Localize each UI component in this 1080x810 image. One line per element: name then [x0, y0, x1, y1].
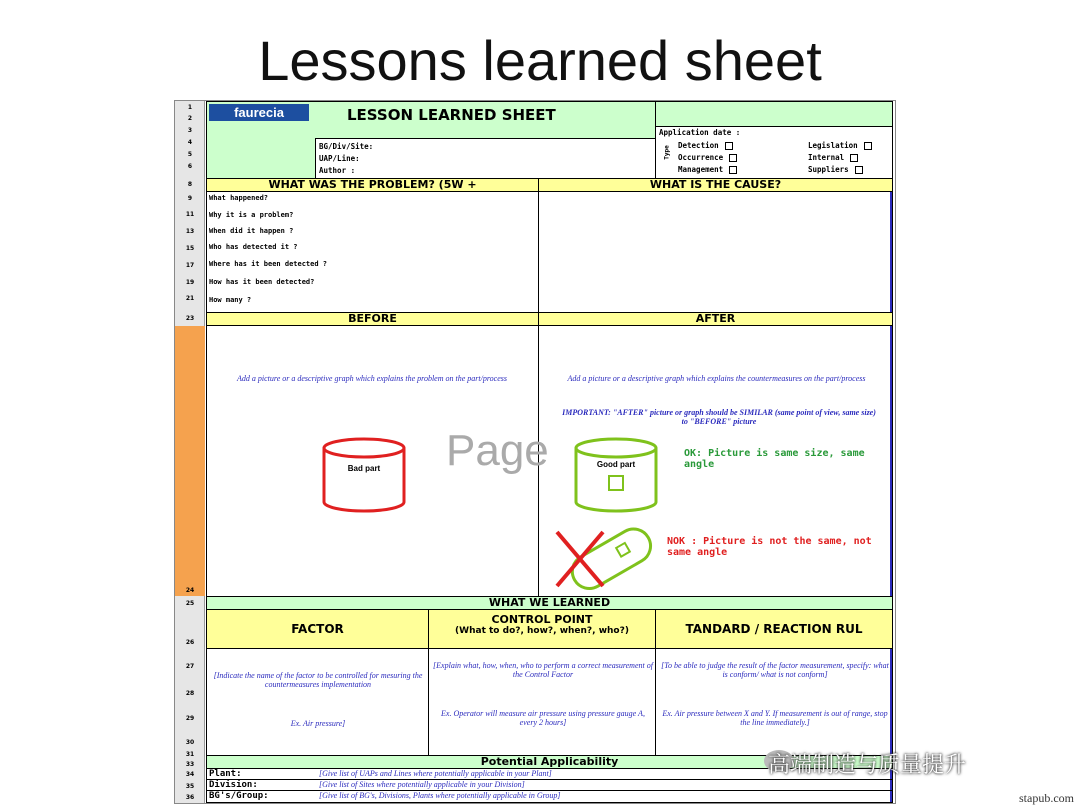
- factor-text: [Indicate the name of the factor to be controlled for mesuring the countermeasures implementation: [213, 671, 423, 689]
- ok-note: OK: Picture is same size, same angle: [684, 448, 865, 470]
- row-number: 4: [187, 139, 193, 146]
- control-cell: [428, 648, 656, 756]
- applic-text: [Give list of Sites where potentially applicable in your Division]: [319, 780, 525, 789]
- factor-cell: [206, 648, 429, 756]
- row-number: 13: [185, 228, 195, 235]
- row-number: 3: [187, 127, 193, 134]
- check-label: Legislation: [808, 141, 858, 150]
- wechat-watermark: 高端制造与质量提升: [768, 753, 967, 778]
- row-number: 5: [187, 151, 193, 158]
- sheet-title: LESSON LEARNED SHEET: [347, 106, 556, 124]
- field-uap-line: UAP/Line:: [319, 154, 360, 163]
- slide-title: Lessons learned sheet: [258, 29, 822, 92]
- factor-example: Ex. Air pressure]: [290, 719, 346, 728]
- lesson-learned-sheet: [174, 100, 896, 804]
- row-number: 31: [185, 751, 195, 758]
- nok-note: NOK : Picture is not the same, not same angle: [667, 536, 872, 558]
- type-label: Type: [663, 145, 671, 160]
- important-note: IMPORTANT: "AFTER" picture or graph should be SIMILAR (same point of view, same size) to "BEFORE" picture: [562, 408, 876, 426]
- field-author: Author :: [319, 166, 356, 175]
- row-number: 9: [187, 195, 193, 202]
- checks-left: [678, 141, 737, 177]
- factor-header: FACTOR: [206, 609, 429, 649]
- page-watermark: Page: [446, 426, 549, 475]
- learned-header: WHAT WE LEARNED: [206, 596, 893, 610]
- nok-part-icon: [551, 524, 671, 594]
- question: Why it is a problem?: [209, 211, 294, 219]
- control-example: Ex. Operator will measure air pressure using pressure gauge A, every 2 hours]: [441, 709, 645, 727]
- row-number: 28: [185, 690, 195, 697]
- standard-example: Ex. Air pressure between X and Y. If measurement is out of range, stop the line immediately.]: [662, 709, 888, 727]
- potential-header: Potential Applicability: [206, 755, 893, 769]
- problem-cell: [206, 191, 539, 313]
- row-number: 2: [187, 115, 193, 122]
- row-number: 29: [185, 715, 195, 722]
- header-fields: [315, 138, 656, 179]
- standard-cell: [655, 648, 893, 756]
- footer-site: stapub.com: [1019, 791, 1074, 805]
- applic-label: Division:: [209, 780, 258, 790]
- row-number: 27: [185, 663, 195, 670]
- control-subtitle: (What to do?, how?, when?, who?): [455, 626, 629, 636]
- control-text: [Explain what, how, when, who to perform a correct measurement of the Control Factor: [433, 661, 653, 679]
- check-label: Suppliers: [808, 165, 849, 174]
- row-highlight: [175, 326, 205, 596]
- problem-header: WHAT WAS THE PROBLEM? (5W +: [206, 178, 539, 192]
- question: Where has it been detected ?: [209, 260, 328, 268]
- after-instructions: Add a picture or a descriptive graph which explains the countermeasures on the part/process: [567, 374, 866, 383]
- check-label: Occurrence: [678, 153, 724, 162]
- suppliers-checkbox[interactable]: [855, 166, 863, 174]
- row-number: 30: [185, 739, 195, 746]
- row-number: 6: [187, 163, 193, 170]
- applic-label: BG's/Group:: [209, 791, 269, 801]
- date-box: [655, 101, 893, 127]
- question: What happened?: [209, 194, 269, 202]
- row-number: 15: [185, 245, 195, 252]
- control-title: CONTROL POINT: [491, 613, 593, 626]
- row-number: 21: [185, 295, 195, 302]
- row-number: 17: [185, 262, 195, 269]
- check-label: Internal: [808, 153, 845, 162]
- row-number: 34: [185, 771, 195, 778]
- check-label: Detection: [678, 141, 719, 150]
- row-number-column: [175, 101, 205, 803]
- sheet-body: [206, 101, 893, 803]
- legislation-checkbox[interactable]: [864, 142, 872, 150]
- cause-cell[interactable]: [538, 191, 893, 313]
- question: When did it happen ?: [209, 227, 294, 235]
- row-number: 35: [185, 783, 195, 790]
- detection-checkbox[interactable]: [725, 142, 733, 150]
- check-label: Management: [678, 165, 724, 174]
- row-number: 25: [185, 600, 195, 607]
- field-bg-div-site: BG/Div/Site:: [319, 142, 374, 151]
- applic-label: Plant:: [209, 769, 242, 779]
- row-number: 23: [185, 315, 195, 322]
- before-instructions: Add a picture or a descriptive graph which explains the problem on the part/process: [237, 374, 507, 383]
- application-date: Application date :: [659, 128, 741, 137]
- good-part-label: Good part: [596, 460, 636, 469]
- standard-header: TANDARD / REACTION RUL: [655, 609, 893, 649]
- row-number: 33: [185, 761, 195, 768]
- row-number: 24: [185, 587, 195, 594]
- occurrence-checkbox[interactable]: [729, 154, 737, 162]
- row-number: 8: [187, 181, 193, 188]
- type-box: [655, 126, 893, 179]
- cause-header: WHAT IS THE CAUSE?: [538, 178, 893, 192]
- applic-text: [Give list of UAPs and Lines where potentially applicable in your Plant]: [319, 769, 552, 778]
- applic-text: [Give list of BG's, Divisions, Plants where potentially applicable in Group]: [319, 791, 561, 800]
- checks-right: [808, 141, 872, 177]
- question: Who has detected it ?: [209, 243, 298, 251]
- control-header: [428, 609, 656, 649]
- header-block: [206, 101, 656, 179]
- bad-part-label: Bad part: [347, 464, 381, 473]
- row-number: 36: [185, 794, 195, 801]
- standard-text: [To be able to judge the result of the factor measurement, specify: what is conform/ what is not conform]: [661, 661, 889, 679]
- after-header: AFTER: [538, 312, 893, 326]
- after-cell: [538, 325, 893, 597]
- question: How has it been detected?: [209, 278, 315, 286]
- row-number: 11: [185, 211, 195, 218]
- row-number: 26: [185, 639, 195, 646]
- bad-part-icon: [322, 436, 412, 516]
- applic-row-group: [206, 790, 893, 803]
- faurecia-logo: faurecia: [209, 104, 309, 121]
- internal-checkbox[interactable]: [850, 154, 858, 162]
- management-checkbox[interactable]: [729, 166, 737, 174]
- good-part-icon: [574, 436, 664, 516]
- question: How many ?: [209, 296, 252, 304]
- row-number: 19: [185, 279, 195, 286]
- before-header: BEFORE: [206, 312, 539, 326]
- row-number: 1: [187, 104, 193, 111]
